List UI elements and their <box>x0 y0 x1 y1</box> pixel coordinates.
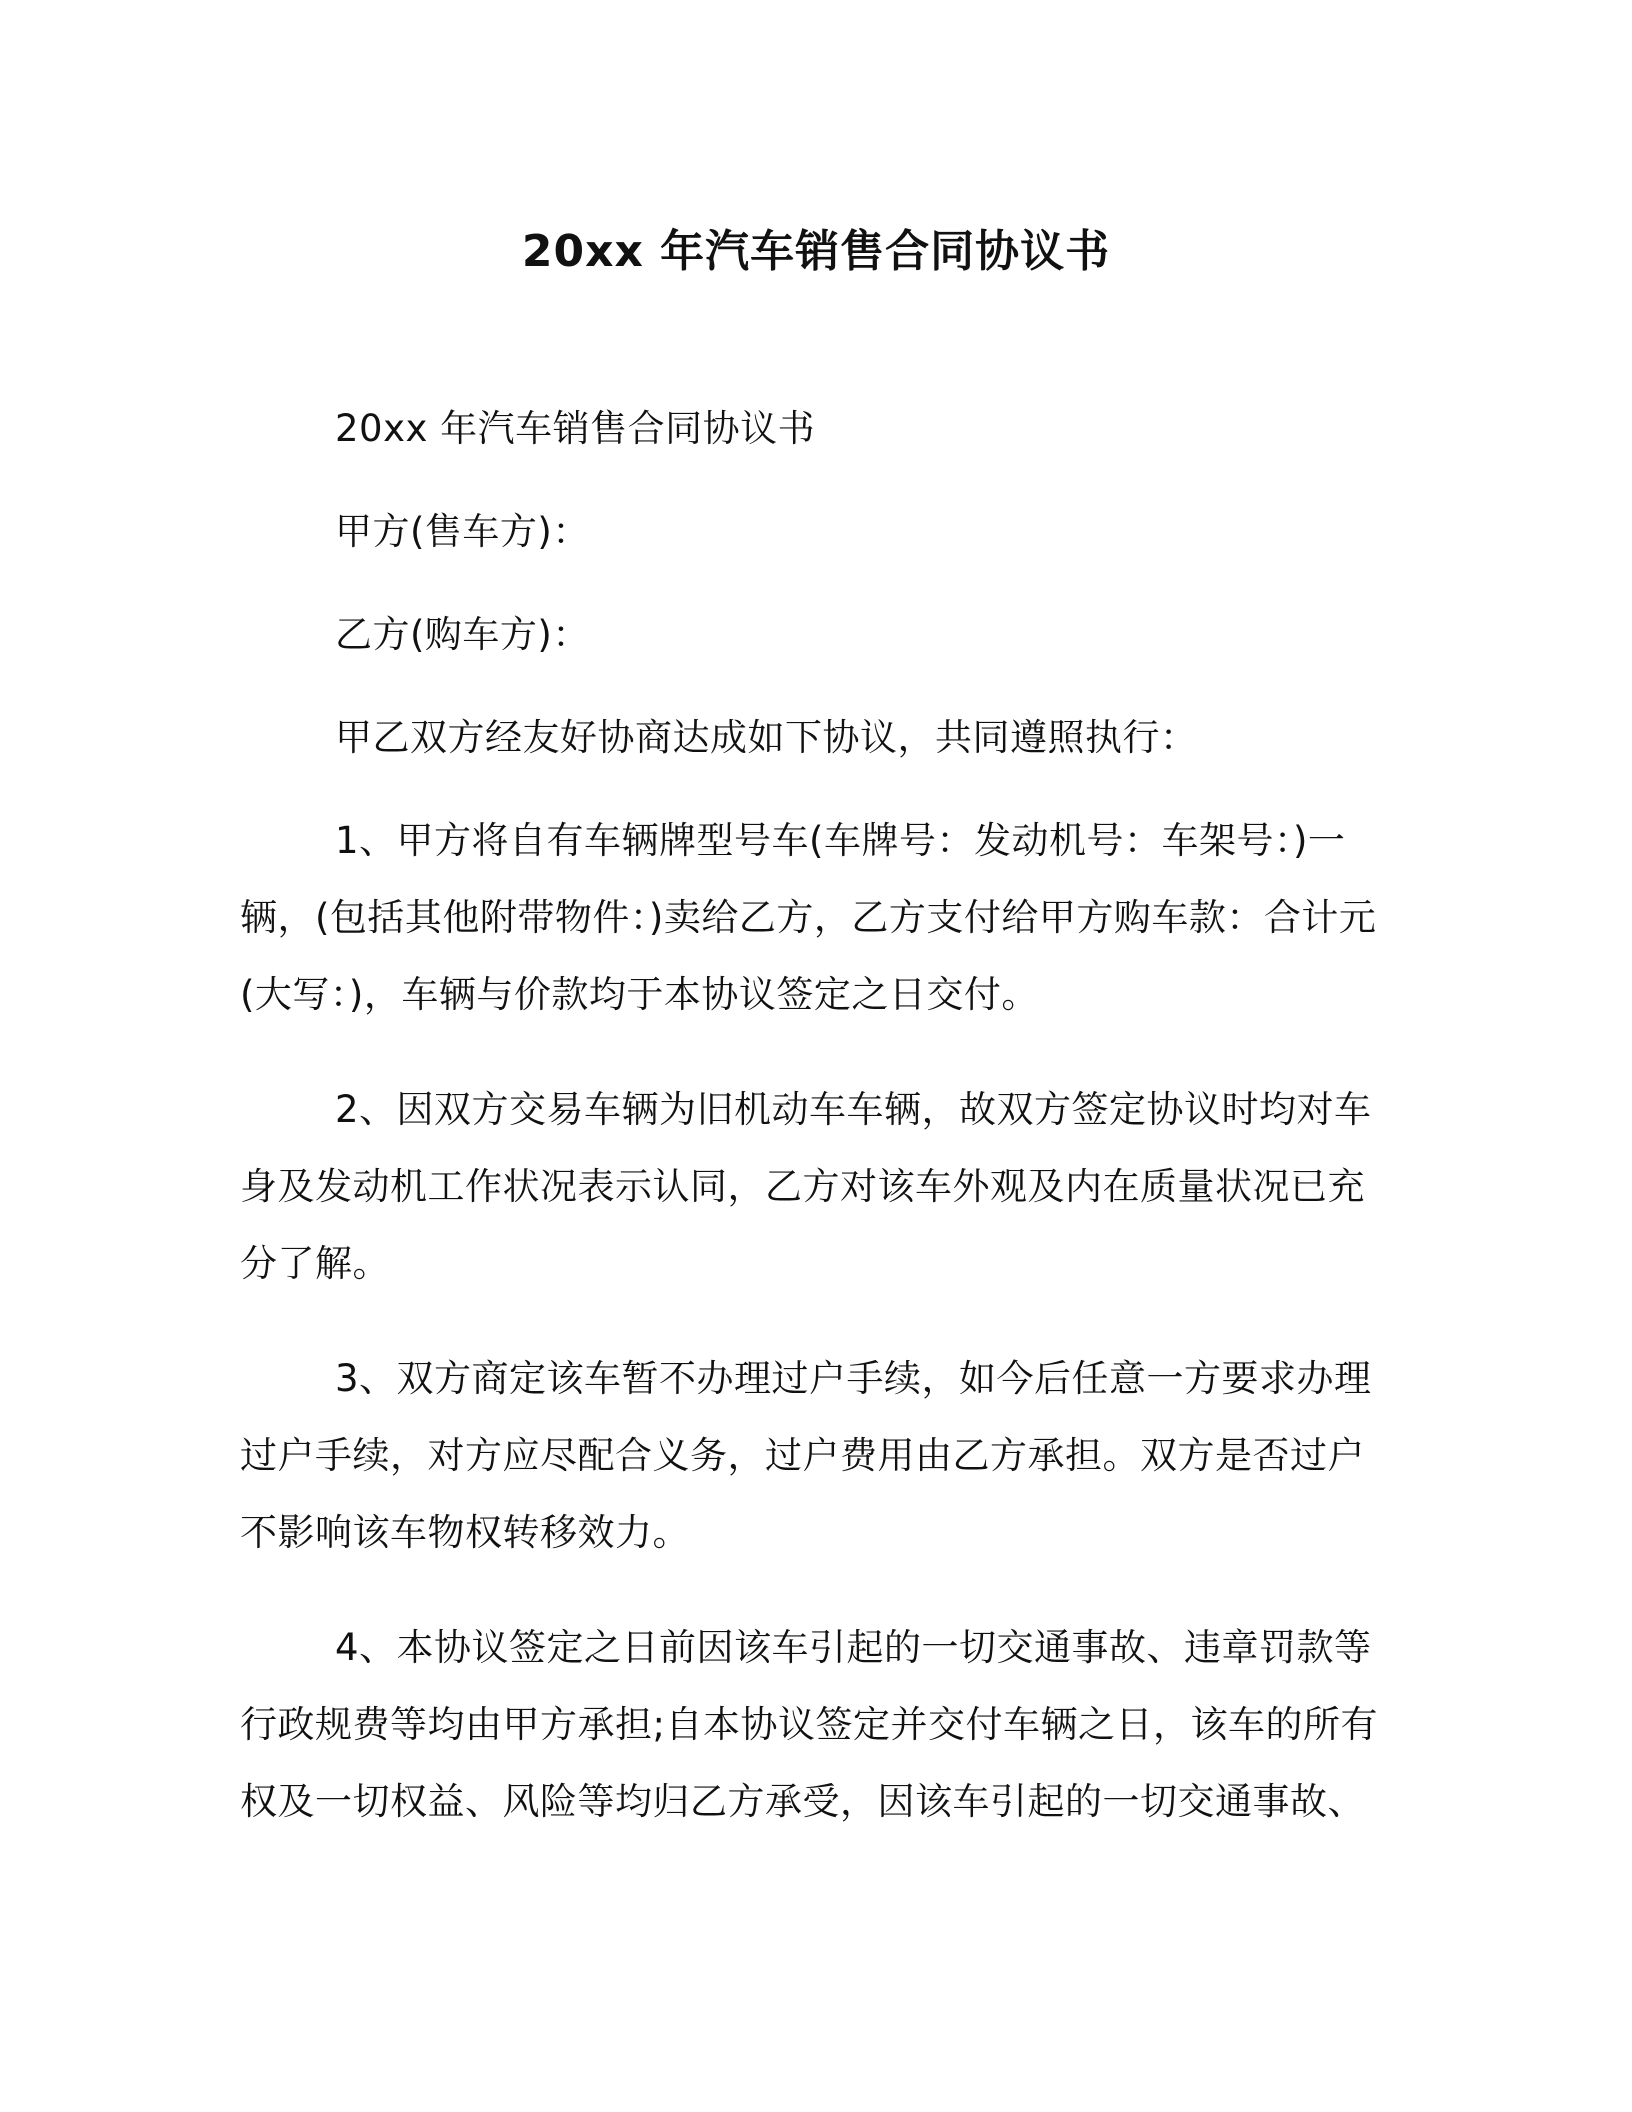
clause-2: 2、因双方交易车辆为旧机动车车辆，故双方签定协议时均对车身及发动机工作状况表示认同，乙方对该车外观及内在质量状况已充分了解。 <box>240 1088 1372 1285</box>
clause-4: 4、本协议签定之日前因该车引起的一切交通事故、违章罚款等行政规费等均由甲方承担;自本协议签定并交付车辆之日，该车的所有权及一切权益、风险等均归乙方承受，因该车引起的一切交通事故、 <box>240 1626 1378 1823</box>
party-a-line: 甲方(售车方)： <box>335 510 590 553</box>
document-title: 20xx 年汽车销售合同协议书 <box>521 226 1111 277</box>
body-heading: 20xx 年汽车销售合同协议书 <box>335 407 816 450</box>
clause-1: 1、甲方将自有车辆牌型号车(车牌号：发动机号：车架号：)一辆，(包括其他附带物件：)卖给乙方，乙方支付给甲方购车款：合计元(大写：)，车辆与价款均于本协议签定之日交付。 <box>240 819 1377 1016</box>
party-b-line: 乙方(购车方)： <box>335 613 590 656</box>
clause-3: 3、双方商定该车暂不办理过户手续，如今后任意一方要求办理过户手续，对方应尽配合义务，过户费用由乙方承担。双方是否过户不影响该车物权转移效力。 <box>240 1357 1372 1554</box>
document-body <box>240 390 1390 1878</box>
agreement-intro: 甲乙双方经友好协商达成如下协议，共同遵照执行： <box>335 716 1198 759</box>
